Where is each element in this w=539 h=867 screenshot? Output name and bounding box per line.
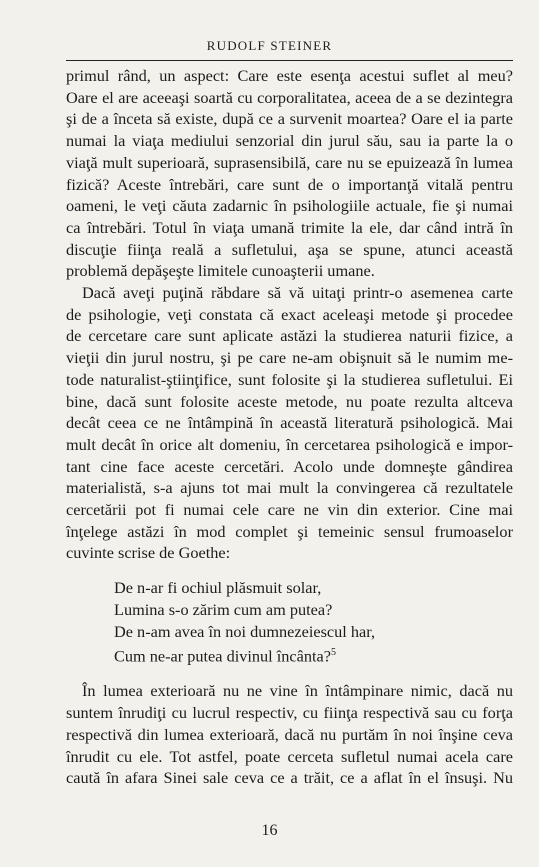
paragraph-3-line: caută în afara Sinei sale ceva ce a trăit, ce a aflat în el însuşi. Nu (66, 768, 513, 788)
poem-line: De n-ar fi ochiul plăsmuit solar, (114, 578, 322, 598)
poem-line: Lumina s-o zărim cum am putea? (114, 599, 333, 619)
paragraph-2-line: Dacă aveţi puţină răbdare să vă uitaţi printr-o asemenea carte (82, 283, 513, 303)
paragraph-1-line: viaţă mult superioară, suprasensibilă, care nu se epuizează în lumea (66, 152, 513, 172)
page-number: 16 (261, 822, 278, 839)
paragraph-1-line: primul rând, un aspect: Care este esenţa acestui suflet al meu? (66, 66, 513, 85)
paragraph-2-line: tant cine face aceste cercetări. Acolo unde domneşte gândirea (66, 456, 513, 476)
paragraph-2-line: mult decât în orice alt domeniu, în cercetarea psihologică e impor- (66, 434, 513, 454)
paragraph-2-line: cuvinte scrise de Goethe: (66, 543, 231, 563)
paragraph-2-line: de psihologie, veţi constata că exact aceleaşi metode şi procedee (66, 304, 513, 324)
footnote-mark: 5 (331, 647, 337, 659)
paragraph-1-line: ca întrebări. Totul în viaţa umană trimite la ele, dar când intră în (66, 217, 513, 237)
paragraph-2-line: cercetării pot fi numai cele care ne vin din exterior. Cine mai (66, 500, 513, 520)
paragraph-2-line: materialistă, s-a ajuns tot mai mult la convingerea că rezultatele (66, 478, 513, 498)
poem-line: De n-am avea în noi dumnezeiescul har, (114, 621, 376, 641)
paragraph-1-line: Oare el are aceeaşi soartă cu corporalitatea, aceea de a se dezintegra (66, 87, 513, 107)
paragraph-2-line: bine, dacă sunt folosite aceste metode, nu poate rezulta altceva (66, 391, 513, 411)
paragraph-1-line: discuţie fiinţa reală a sufletului, aşa se spune, atunci această (66, 239, 513, 259)
paragraph-3-line: În lumea exterioară nu ne vine în întâmpinare nimic, dacă nu (82, 681, 513, 701)
paragraph-1-line: numai la viaţa mediului senzorial din jurul său, sau ia parte la o (66, 131, 513, 151)
paragraph-2-line: vieţii din jurul nostru, şi pe care ne-am obişnuit să le numim me- (66, 348, 513, 368)
poem-line-text: Cum ne-ar putea divinul încânta? (114, 646, 332, 666)
paragraph-2-line: înţelege astăzi în mod complet şi temeinic sensul frumoaselor (66, 521, 513, 541)
paragraph-2-line: decât ceea ce ne întâmpină în această literatură psihologică. Mai (66, 413, 513, 433)
goethe-poem (114, 577, 513, 667)
paragraph-1-line: oameni, le veţi căuta zadarnic în psihologiile actuale, fie şi numai (66, 196, 513, 216)
paragraph-3-line: respectivă din lumea exterioară, dacă nu purtăm în noi înşine ceva (66, 724, 513, 744)
paragraph-1-line: şi de a înceta să existe, după ce a survenit moartea? Oare el ia parte (66, 109, 513, 129)
poem-line (114, 642, 513, 667)
running-header: RUDOLF STEINER (206, 38, 333, 53)
paragraph-3-line: suntem înrudiţi cu lucrul respectiv, cu fiinţa respectivă sau cu forţa (66, 703, 513, 723)
header-rule (66, 60, 513, 61)
paragraph-1-line: problemă depăşeşte limitele cunoaşterii umane. (66, 261, 375, 281)
paragraph-2-line: de cercetare care sunt aplicate astăzi la studierea naturii fizice, a (66, 326, 513, 346)
paragraph-3-line: înrudit cu ele. Tot astfel, poate cerceta sufletul numai acela care (66, 746, 513, 766)
paragraph-2-line: tode naturalist-ştiinţifice, sunt folosite şi la studierea sufletului. Ei (66, 369, 513, 389)
paragraph-1-line: fizică? Aceste întrebări, care sunt de o importanţă vitală pentru (66, 174, 513, 194)
page-body (66, 65, 513, 789)
